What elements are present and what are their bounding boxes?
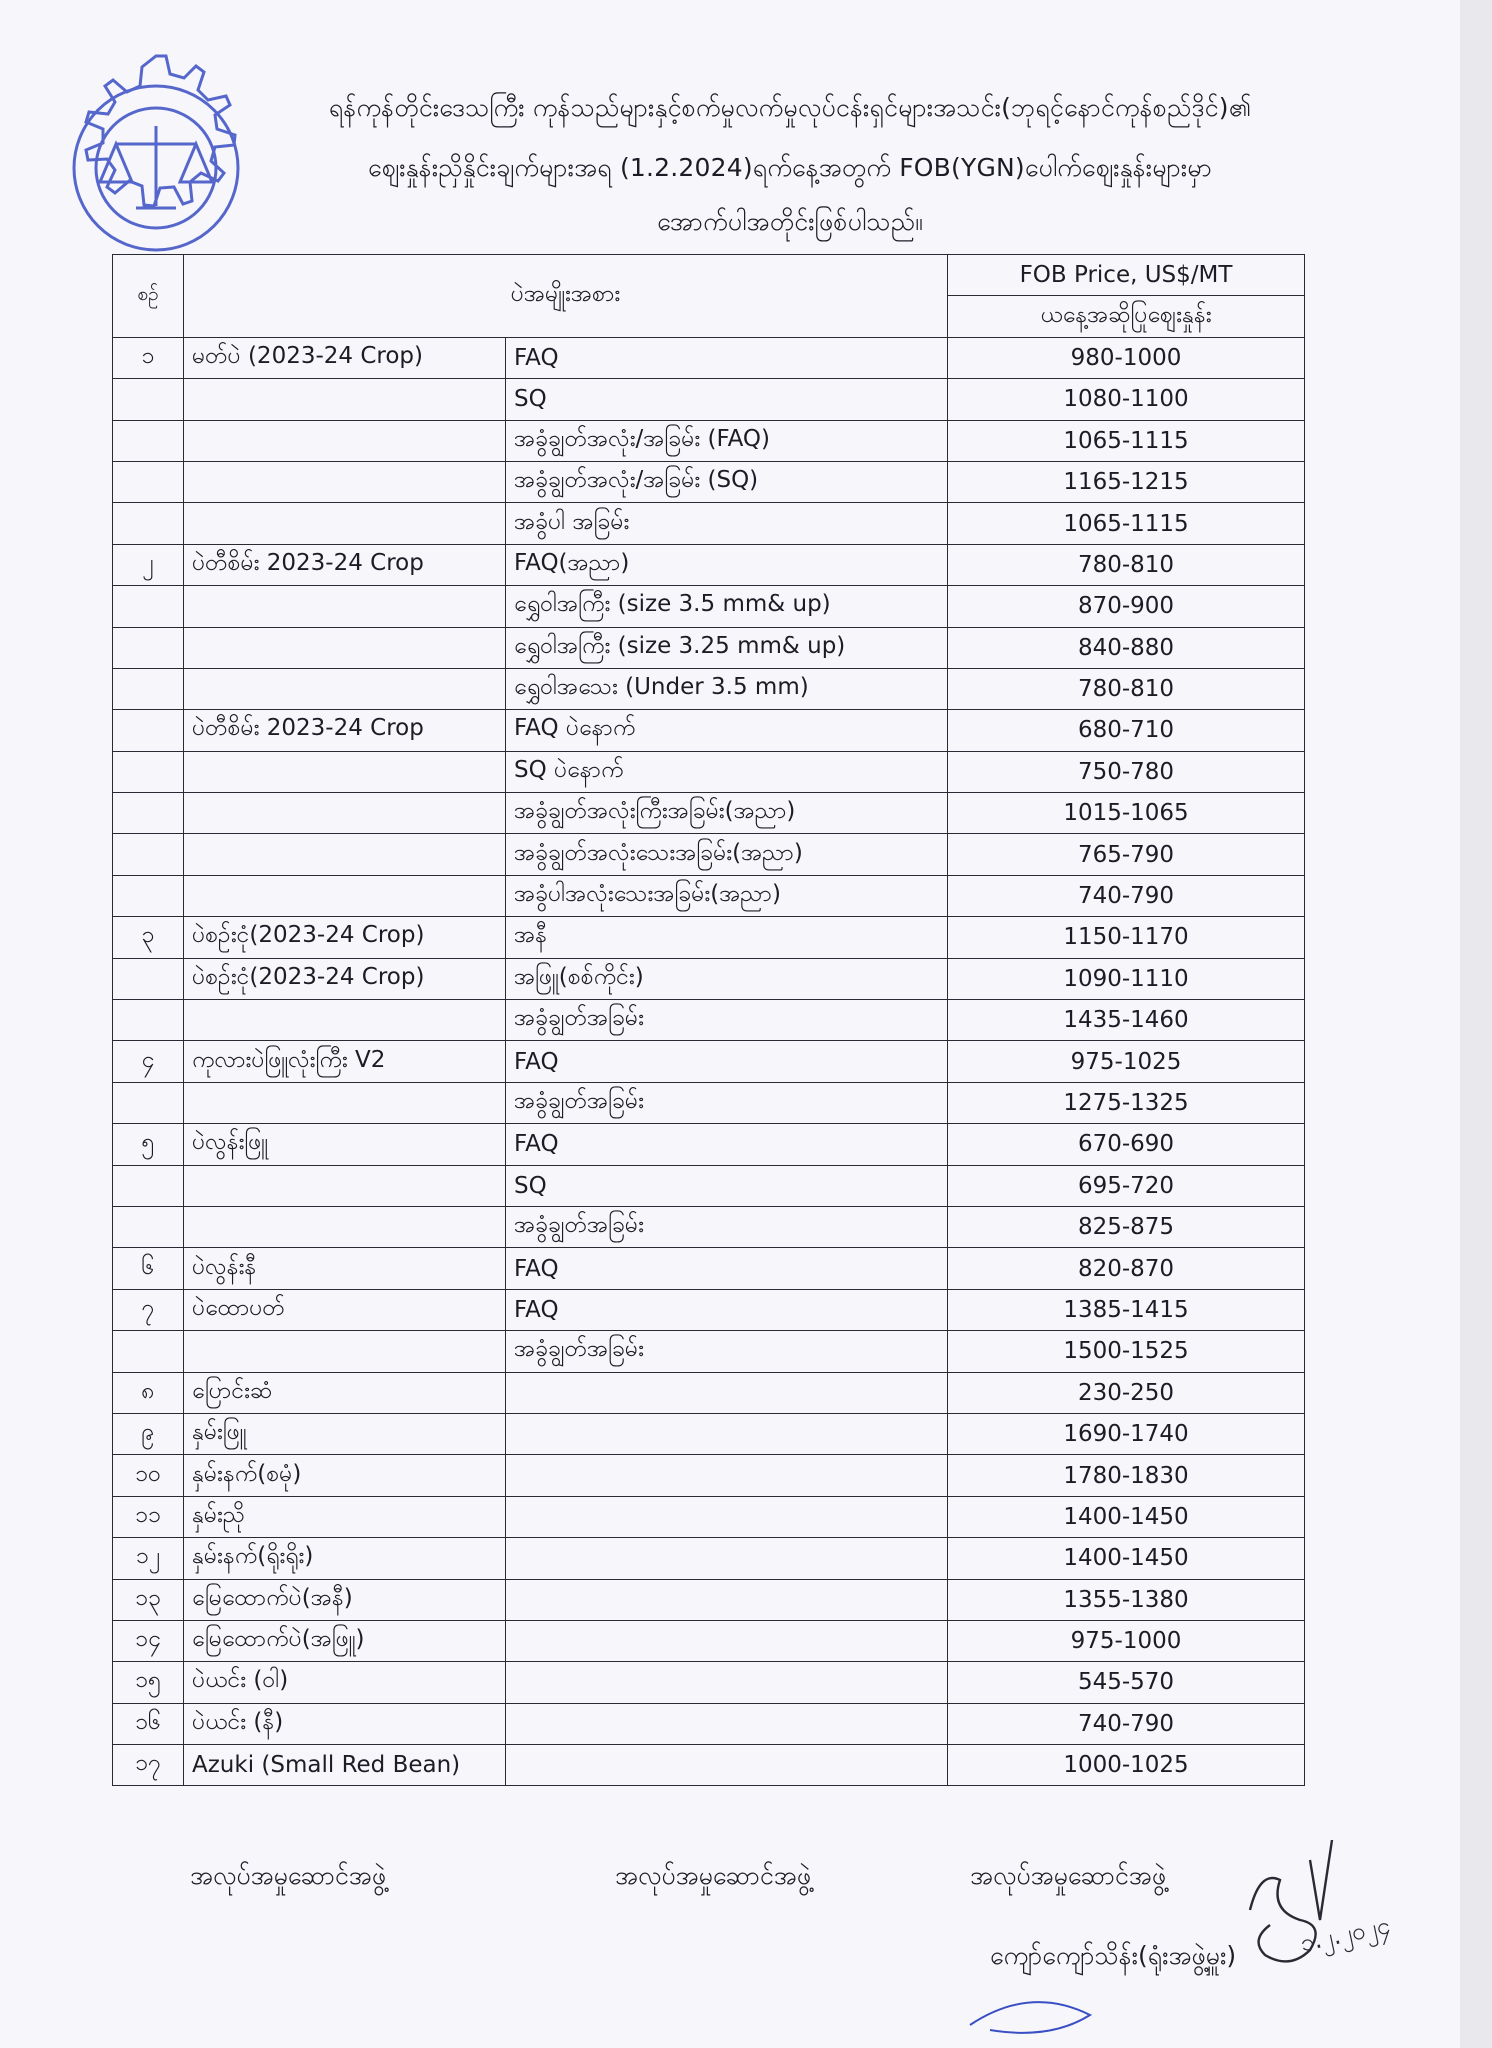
item-cell xyxy=(184,793,506,834)
serial-cell: ၅ xyxy=(113,1124,184,1165)
table-row xyxy=(113,1372,1305,1413)
grade-cell: အခွံချွတ်အခြမ်း xyxy=(506,1000,948,1041)
price-cell: 1000-1025 xyxy=(948,1745,1305,1786)
item-cell xyxy=(184,875,506,916)
header-line-2: ဈေးနှုန်းညှိနှိုင်းချက်များအရ (1.2.2024)ရက်နေ့အတွက် FOB(YGN)ပေါက်ဈေးနှုန်းများမှာ xyxy=(367,153,1213,182)
grade-cell xyxy=(506,1579,948,1620)
item-cell: ကုလားပဲဖြူလုံးကြီး V2 xyxy=(184,1041,506,1082)
grade-cell: အခွံချွတ်အခြမ်း xyxy=(506,1206,948,1247)
signature-label-2: အလုပ်အမှုဆောင်အဖွဲ့ xyxy=(615,1861,812,1890)
grade-cell: အခွံချွတ်အခြမ်း xyxy=(506,1331,948,1372)
blue-ink-mark xyxy=(960,1985,1110,2045)
table-row xyxy=(113,1455,1305,1496)
serial-cell xyxy=(113,420,184,461)
serial-cell xyxy=(113,751,184,792)
grade-cell: FAQ xyxy=(506,1289,948,1330)
table-row xyxy=(113,1579,1305,1620)
grade-cell: ရွှေဝါအကြီး (size 3.25 mm& up) xyxy=(506,627,948,668)
header-proposed-price: ယနေ့အဆိုပြုဈေးနှုန်း xyxy=(948,296,1305,337)
table-row xyxy=(113,917,1305,958)
grade-cell: အခွံပါအလုံးသေးအခြမ်း(အညာ) xyxy=(506,875,948,916)
item-cell xyxy=(184,627,506,668)
grade-cell: FAQ(အညာ) xyxy=(506,544,948,585)
grade-cell: FAQ xyxy=(506,1041,948,1082)
table-row xyxy=(113,1289,1305,1330)
price-cell: 1065-1115 xyxy=(948,420,1305,461)
grade-cell: FAQ xyxy=(506,337,948,378)
item-cell xyxy=(184,420,506,461)
header-item-type: ပဲအမျိုးအစား xyxy=(184,255,948,338)
signature-label-1: အလုပ်အမှုဆောင်အဖွဲ့ xyxy=(190,1861,387,1890)
grade-cell: အဖြူ(စစ်ကိုင်း) xyxy=(506,958,948,999)
item-cell xyxy=(184,586,506,627)
price-cell: 1385-1415 xyxy=(948,1289,1305,1330)
table-row xyxy=(113,751,1305,792)
table-row xyxy=(113,834,1305,875)
item-cell xyxy=(184,1331,506,1372)
price-cell: 1690-1740 xyxy=(948,1413,1305,1454)
grade-cell xyxy=(506,1372,948,1413)
item-cell: ပဲလွန်းဖြူ xyxy=(184,1124,506,1165)
header-line-3: အောက်ပါအတိုင်းဖြစ်ပါသည်။ xyxy=(657,207,923,236)
price-cell: 840-880 xyxy=(948,627,1305,668)
serial-cell: ၁၆ xyxy=(113,1703,184,1744)
serial-cell xyxy=(113,875,184,916)
table-row xyxy=(113,1620,1305,1661)
price-cell: 1500-1525 xyxy=(948,1331,1305,1372)
price-cell: 765-790 xyxy=(948,834,1305,875)
grade-cell: အခွံချွတ်အလုံး/အခြမ်း (SQ) xyxy=(506,461,948,502)
item-cell: နှမ်းနက်(စမုံ) xyxy=(184,1455,506,1496)
price-cell: 670-690 xyxy=(948,1124,1305,1165)
serial-cell xyxy=(113,1000,184,1041)
table-row xyxy=(113,461,1305,502)
grade-cell xyxy=(506,1496,948,1537)
price-cell: 1165-1215 xyxy=(948,461,1305,502)
serial-cell xyxy=(113,1331,184,1372)
price-table xyxy=(112,254,1305,1786)
price-cell: 1400-1450 xyxy=(948,1538,1305,1579)
item-cell: ပဲစဉ်းငုံ(2023-24 Crop) xyxy=(184,917,506,958)
grade-cell: အခွံချွတ်အခြမ်း xyxy=(506,1082,948,1123)
item-cell xyxy=(184,461,506,502)
table-row xyxy=(113,544,1305,585)
price-cell: 1435-1460 xyxy=(948,1000,1305,1041)
item-cell xyxy=(184,1206,506,1247)
item-cell: ပြောင်းဆံ xyxy=(184,1372,506,1413)
header-fob-price: FOB Price, US$/MT xyxy=(948,255,1305,296)
item-cell xyxy=(184,834,506,875)
price-cell: 1400-1450 xyxy=(948,1496,1305,1537)
price-cell: 750-780 xyxy=(948,751,1305,792)
grade-cell xyxy=(506,1745,948,1786)
table-row xyxy=(113,668,1305,709)
serial-cell: ၄ xyxy=(113,1041,184,1082)
table-row xyxy=(113,586,1305,627)
table-row xyxy=(113,1662,1305,1703)
table-row xyxy=(113,1248,1305,1289)
price-cell: 1090-1110 xyxy=(948,958,1305,999)
price-cell: 780-810 xyxy=(948,668,1305,709)
serial-cell: ၁၄ xyxy=(113,1620,184,1661)
table-row xyxy=(113,503,1305,544)
signature-label-3: အလုပ်အမှုဆောင်အဖွဲ့ xyxy=(970,1861,1167,1890)
table-row xyxy=(113,1000,1305,1041)
grade-cell: အခွံပါ အခြမ်း xyxy=(506,503,948,544)
table-row xyxy=(113,710,1305,751)
grade-cell: အခွံချွတ်အလုံး/အခြမ်း (FAQ) xyxy=(506,420,948,461)
header-serial: စဉ် xyxy=(113,255,184,338)
price-cell: 545-570 xyxy=(948,1662,1305,1703)
item-cell: ပဲလွန်းနီ xyxy=(184,1248,506,1289)
item-cell xyxy=(184,751,506,792)
table-row xyxy=(113,793,1305,834)
price-cell: 230-250 xyxy=(948,1372,1305,1413)
serial-cell: ၂ xyxy=(113,544,184,585)
table-row xyxy=(113,1082,1305,1123)
grade-cell: FAQ ပဲနောက် xyxy=(506,710,948,751)
item-cell: ပဲယင်း (ဝါ) xyxy=(184,1662,506,1703)
table-row xyxy=(113,1041,1305,1082)
item-cell: ပဲတီစိမ်း 2023-24 Crop xyxy=(184,710,506,751)
header-line-1: ရန်ကုန်တိုင်းဒေသကြီး ကုန်သည်များနှင့်စက်မှုလက်မှုလုပ်ငန်းရှင်များအသင်း(ဘုရင့်နောင်ကုန်စည်ဒိုင်)၏ xyxy=(328,93,1252,122)
table-row xyxy=(113,1538,1305,1579)
grade-cell xyxy=(506,1620,948,1661)
item-cell: ပဲထောပတ် xyxy=(184,1289,506,1330)
item-cell: ပဲစဉ်းငုံ(2023-24 Crop) xyxy=(184,958,506,999)
serial-cell: ၁၃ xyxy=(113,1579,184,1620)
serial-cell: ၉ xyxy=(113,1413,184,1454)
price-cell: 825-875 xyxy=(948,1206,1305,1247)
price-cell: 980-1000 xyxy=(948,337,1305,378)
table-header-row xyxy=(113,255,1305,296)
table-row xyxy=(113,1413,1305,1454)
grade-cell: အခွံချွတ်အလုံးကြီးအခြမ်း(အညာ) xyxy=(506,793,948,834)
table-row xyxy=(113,1745,1305,1786)
serial-cell: ၃ xyxy=(113,917,184,958)
table-row xyxy=(113,379,1305,420)
item-cell xyxy=(184,1165,506,1206)
serial-cell: ၁၀ xyxy=(113,1455,184,1496)
grade-cell xyxy=(506,1703,948,1744)
price-cell: 1065-1115 xyxy=(948,503,1305,544)
table-row xyxy=(113,1703,1305,1744)
item-cell xyxy=(184,1000,506,1041)
price-cell: 870-900 xyxy=(948,586,1305,627)
serial-cell xyxy=(113,1165,184,1206)
item-cell xyxy=(184,379,506,420)
item-cell: မြေထောက်ပဲ(အဖြူ) xyxy=(184,1620,506,1661)
serial-cell xyxy=(113,710,184,751)
serial-cell: ၆ xyxy=(113,1248,184,1289)
grade-cell xyxy=(506,1662,948,1703)
serial-cell xyxy=(113,461,184,502)
table-row xyxy=(113,1165,1305,1206)
price-cell: 780-810 xyxy=(948,544,1305,585)
grade-cell: ရွှေဝါအသေး (Under 3.5 mm) xyxy=(506,668,948,709)
item-cell: နှမ်းညို xyxy=(184,1496,506,1537)
serial-cell xyxy=(113,1206,184,1247)
price-cell: 1780-1830 xyxy=(948,1455,1305,1496)
price-cell: 1275-1325 xyxy=(948,1082,1305,1123)
price-cell: 1150-1170 xyxy=(948,917,1305,958)
serial-cell xyxy=(113,834,184,875)
item-cell: နှမ်းနက်(ရိုးရိုး) xyxy=(184,1538,506,1579)
serial-cell xyxy=(113,379,184,420)
grade-cell: SQ xyxy=(506,379,948,420)
serial-cell: ၁၁ xyxy=(113,1496,184,1537)
table-row xyxy=(113,875,1305,916)
item-cell: မြေထောက်ပဲ(အနီ) xyxy=(184,1579,506,1620)
serial-cell: ၁၇ xyxy=(113,1745,184,1786)
grade-cell xyxy=(506,1455,948,1496)
item-cell: မတ်ပဲ (2023-24 Crop) xyxy=(184,337,506,378)
signer-name: ကျော်ကျော်သိန်း(ရုံးအဖွဲ့မှူး) xyxy=(990,1941,1237,1970)
price-cell: 740-790 xyxy=(948,875,1305,916)
table-row xyxy=(113,1331,1305,1372)
serial-cell: ၁၅ xyxy=(113,1662,184,1703)
grade-cell: ရွှေဝါအကြီး (size 3.5 mm& up) xyxy=(506,586,948,627)
price-cell: 695-720 xyxy=(948,1165,1305,1206)
item-cell: နှမ်းဖြူ xyxy=(184,1413,506,1454)
grade-cell: အခွံချွတ်အလုံးသေးအခြမ်း(အညာ) xyxy=(506,834,948,875)
table-row xyxy=(113,1206,1305,1247)
table-row xyxy=(113,420,1305,461)
serial-cell: ၁၂ xyxy=(113,1538,184,1579)
table-row xyxy=(113,337,1305,378)
serial-cell: ၁ xyxy=(113,337,184,378)
serial-cell xyxy=(113,958,184,999)
item-cell: ပဲယင်း (နီ) xyxy=(184,1703,506,1744)
serial-cell xyxy=(113,668,184,709)
price-cell: 740-790 xyxy=(948,1703,1305,1744)
serial-cell: ၈ xyxy=(113,1372,184,1413)
price-cell: 1080-1100 xyxy=(948,379,1305,420)
serial-cell xyxy=(113,793,184,834)
page-edge xyxy=(1460,0,1492,2048)
item-cell xyxy=(184,1082,506,1123)
signature-date: ၁.၂.၂၀၂၄ xyxy=(1297,1910,1393,1958)
item-cell: ပဲတီစိမ်း 2023-24 Crop xyxy=(184,544,506,585)
item-cell xyxy=(184,503,506,544)
price-cell: 820-870 xyxy=(948,1248,1305,1289)
price-cell: 1015-1065 xyxy=(948,793,1305,834)
serial-cell xyxy=(113,586,184,627)
grade-cell: အနီ xyxy=(506,917,948,958)
serial-cell xyxy=(113,627,184,668)
price-cell: 975-1000 xyxy=(948,1620,1305,1661)
grade-cell: SQ ပဲနောက် xyxy=(506,751,948,792)
price-cell: 680-710 xyxy=(948,710,1305,751)
grade-cell: SQ xyxy=(506,1165,948,1206)
grade-cell: FAQ xyxy=(506,1248,948,1289)
table-row xyxy=(113,1496,1305,1537)
serial-cell xyxy=(113,503,184,544)
grade-cell xyxy=(506,1538,948,1579)
grade-cell xyxy=(506,1413,948,1454)
table-row xyxy=(113,1124,1305,1165)
serial-cell: ၇ xyxy=(113,1289,184,1330)
price-cell: 975-1025 xyxy=(948,1041,1305,1082)
item-cell xyxy=(184,668,506,709)
table-row xyxy=(113,627,1305,668)
item-cell: Azuki (Small Red Bean) xyxy=(184,1745,506,1786)
serial-cell xyxy=(113,1082,184,1123)
grade-cell: FAQ xyxy=(506,1124,948,1165)
table-row xyxy=(113,958,1305,999)
price-cell: 1355-1380 xyxy=(948,1579,1305,1620)
